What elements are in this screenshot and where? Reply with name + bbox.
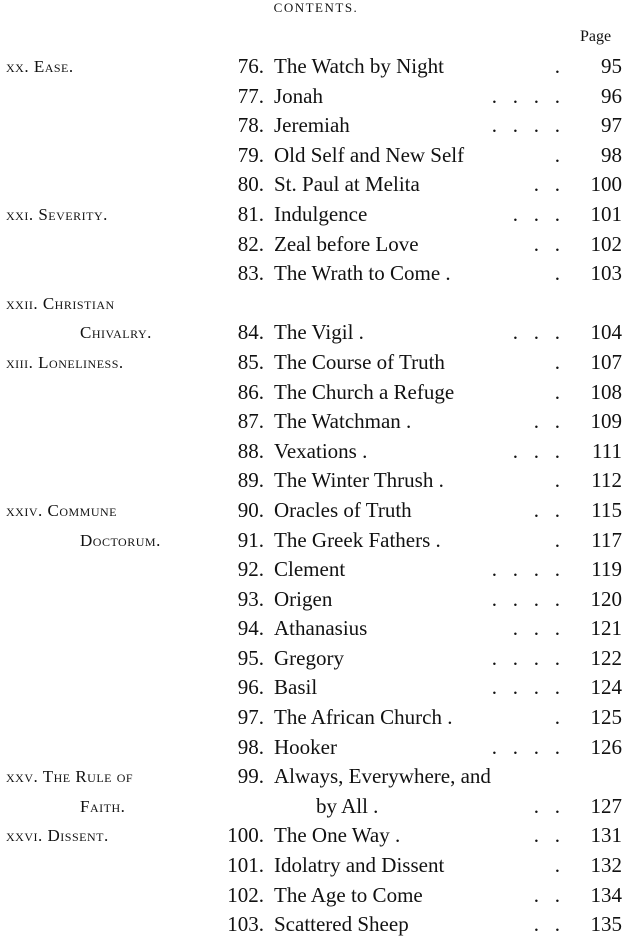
contents-row	[0, 614, 632, 644]
page-number: 126	[590, 734, 622, 759]
page-number: 97	[601, 113, 622, 138]
contents-row	[0, 200, 632, 230]
page-number: 122	[590, 645, 622, 670]
entry-number: 87.	[237, 409, 264, 434]
entry-title: Vexations .	[274, 438, 368, 463]
entry-number: 100.	[227, 823, 264, 848]
page-number: 115	[591, 497, 622, 522]
entry-title: Origen	[274, 586, 333, 611]
entry-number: 81.	[237, 201, 264, 226]
entry-title: Old Self and New Self	[274, 142, 465, 167]
contents-row	[0, 881, 632, 911]
entry-number: 79.	[237, 142, 264, 167]
entry-number: 101.	[227, 853, 264, 878]
contents-row	[0, 733, 632, 763]
page-number: 120	[590, 586, 622, 611]
leader-dots: . .	[533, 823, 560, 848]
page-number: 135	[590, 912, 622, 937]
entry-number: 102.	[227, 882, 264, 907]
leader-dots: .	[554, 54, 560, 78]
section-heading: xxv. The Rule of	[6, 767, 134, 787]
page-number: 131	[590, 823, 622, 848]
entry-title: The Course of Truth	[274, 349, 445, 374]
entry-number: 83.	[237, 261, 264, 286]
entry-title: The Vigil .	[274, 320, 364, 345]
page-number: 124	[590, 675, 622, 700]
leader-dots: . . . .	[491, 645, 560, 670]
entry-title: The Greek Fathers .	[274, 527, 441, 552]
contents-row	[0, 821, 632, 851]
contents-row	[0, 52, 632, 82]
entry-title: Oracles of Truth	[274, 497, 412, 522]
entry-number: 99.	[237, 764, 264, 789]
entry-title: Athanasius	[274, 616, 368, 641]
page-number: 121	[590, 616, 622, 641]
page-column-label: Page	[580, 28, 612, 45]
contents-row	[0, 259, 632, 289]
entry-number: 85.	[237, 349, 264, 374]
page-number: 102	[590, 231, 622, 256]
entry-number: 80.	[237, 172, 264, 197]
page-number: 109	[590, 409, 622, 434]
entry-title: The Winter Thrush .	[274, 468, 444, 493]
contents-row	[0, 585, 632, 615]
contents-heading: CONTENTS.	[273, 0, 359, 15]
entry-number: 82.	[237, 231, 264, 256]
contents-row	[0, 555, 632, 585]
leader-dots: .	[554, 142, 560, 167]
page-number: 125	[590, 705, 622, 730]
section-heading: xxvi. Dissent.	[6, 826, 109, 846]
section-heading: Doctorum.	[80, 530, 161, 550]
contents-row	[0, 792, 632, 822]
entry-number: 98.	[237, 734, 264, 759]
leader-dots: . .	[533, 882, 560, 907]
entry-number: 90.	[237, 497, 264, 522]
entry-number: 77.	[237, 83, 264, 108]
entry-title: Indulgence	[274, 201, 368, 226]
entry-number: 84.	[237, 320, 264, 345]
page-number: 108	[590, 379, 622, 404]
page-number: 119	[591, 557, 622, 582]
entry-title: St. Paul at Melita	[274, 172, 420, 197]
entry-number: 96.	[237, 675, 264, 700]
contents-row	[0, 703, 632, 733]
entry-title: Jonah	[274, 83, 323, 108]
entry-title: by All .	[316, 793, 379, 818]
entry-title: Jeremiah	[274, 113, 350, 138]
entry-title: The Age to Come	[274, 882, 423, 907]
contents-row	[0, 526, 632, 556]
entry-number: 76.	[237, 54, 264, 78]
entry-number: 88.	[237, 438, 264, 463]
page-number: 112	[591, 468, 622, 493]
page-number: 117	[591, 527, 622, 552]
leader-dots: . . .	[512, 201, 560, 226]
page-number: 98	[601, 142, 622, 167]
entry-title: Basil	[274, 675, 318, 700]
entry-title: Scattered Sheep	[274, 912, 409, 937]
entry-title: Hooker	[274, 734, 337, 759]
contents-row	[0, 348, 632, 378]
contents-row	[0, 910, 632, 940]
entry-number: 78.	[237, 113, 264, 138]
leader-dots: .	[554, 527, 560, 552]
section-heading: xx. Ease.	[6, 57, 74, 76]
leader-dots: . . . .	[491, 675, 560, 700]
entry-title: Clement	[274, 557, 346, 582]
entry-number: 89.	[237, 468, 264, 493]
entry-title: Always, Everywhere, and	[274, 764, 491, 789]
page-number: 95	[601, 54, 622, 78]
contents-row	[0, 673, 632, 703]
leader-dots: .	[554, 468, 560, 493]
entry-number: 94.	[237, 616, 264, 641]
entry-title: The Watchman .	[274, 409, 412, 434]
entry-number: 92.	[237, 557, 264, 582]
entry-number: 97.	[237, 705, 264, 730]
leader-dots: . .	[533, 497, 560, 522]
leader-dots: . . .	[512, 616, 560, 641]
leader-dots: . .	[533, 793, 560, 818]
contents-row	[0, 378, 632, 408]
page-number: 111	[592, 438, 622, 463]
contents-row	[0, 111, 632, 141]
leader-dots: . .	[533, 912, 560, 937]
page-number: 101	[590, 201, 622, 226]
contents-row	[0, 466, 632, 496]
contents-row	[0, 762, 632, 792]
contents-row	[0, 289, 632, 319]
contents-row	[0, 644, 632, 674]
section-heading: xxiv. Commune	[6, 500, 118, 520]
leader-dots: . .	[533, 231, 560, 256]
entry-number: 93.	[237, 586, 264, 611]
contents-row	[0, 230, 632, 260]
page-number: 132	[590, 853, 622, 878]
leader-dots: .	[554, 379, 560, 404]
leader-dots: .	[554, 705, 560, 730]
leader-dots: .	[554, 261, 560, 286]
entry-title: Idolatry and Dissent	[274, 853, 445, 878]
page-number: 127	[590, 793, 622, 818]
contents-row	[0, 407, 632, 437]
leader-dots: . . .	[512, 320, 560, 345]
entry-title: Zeal before Love	[274, 231, 419, 256]
page-number: 134	[590, 882, 622, 907]
leader-dots: . .	[533, 172, 560, 197]
contents-row	[0, 82, 632, 112]
leader-dots: . .	[533, 409, 560, 434]
section-heading: xxii. Christian	[6, 293, 115, 313]
leader-dots: . . . .	[491, 734, 560, 759]
contents-row	[0, 851, 632, 881]
page-number: 104	[590, 320, 622, 345]
entry-title: Gregory	[274, 645, 344, 670]
entry-number: 95.	[237, 645, 264, 670]
section-heading: xiii. Loneliness.	[6, 352, 124, 372]
section-heading: Chivalry.	[80, 323, 152, 343]
entry-title: The African Church .	[274, 705, 453, 730]
contents-row	[0, 141, 632, 171]
page-number: 100	[590, 172, 622, 197]
page-number: 96	[601, 83, 622, 108]
leader-dots: . . . .	[491, 557, 560, 582]
entry-number: 86.	[237, 379, 264, 404]
contents-row	[0, 437, 632, 467]
contents-list	[0, 52, 632, 940]
contents-row	[0, 496, 632, 526]
section-heading: Faith.	[80, 796, 126, 816]
entry-title: The One Way .	[274, 823, 401, 848]
leader-dots: .	[554, 349, 560, 374]
leader-dots: . . . .	[491, 586, 560, 611]
leader-dots: . . . .	[491, 83, 560, 108]
entry-title: The Watch by Night	[274, 54, 444, 78]
leader-dots: . . .	[512, 438, 560, 463]
contents-row	[0, 318, 632, 348]
entry-title: The Wrath to Come .	[274, 261, 451, 286]
entry-number: 91.	[237, 527, 264, 552]
contents-row	[0, 170, 632, 200]
entry-number: 103.	[227, 912, 264, 937]
entry-title: The Church a Refuge	[274, 379, 455, 404]
leader-dots: .	[554, 853, 560, 878]
leader-dots: . . . .	[491, 113, 560, 138]
section-heading: xxi. Severity.	[6, 204, 108, 224]
page-number: 107	[590, 349, 622, 374]
page-number: 103	[590, 261, 622, 286]
